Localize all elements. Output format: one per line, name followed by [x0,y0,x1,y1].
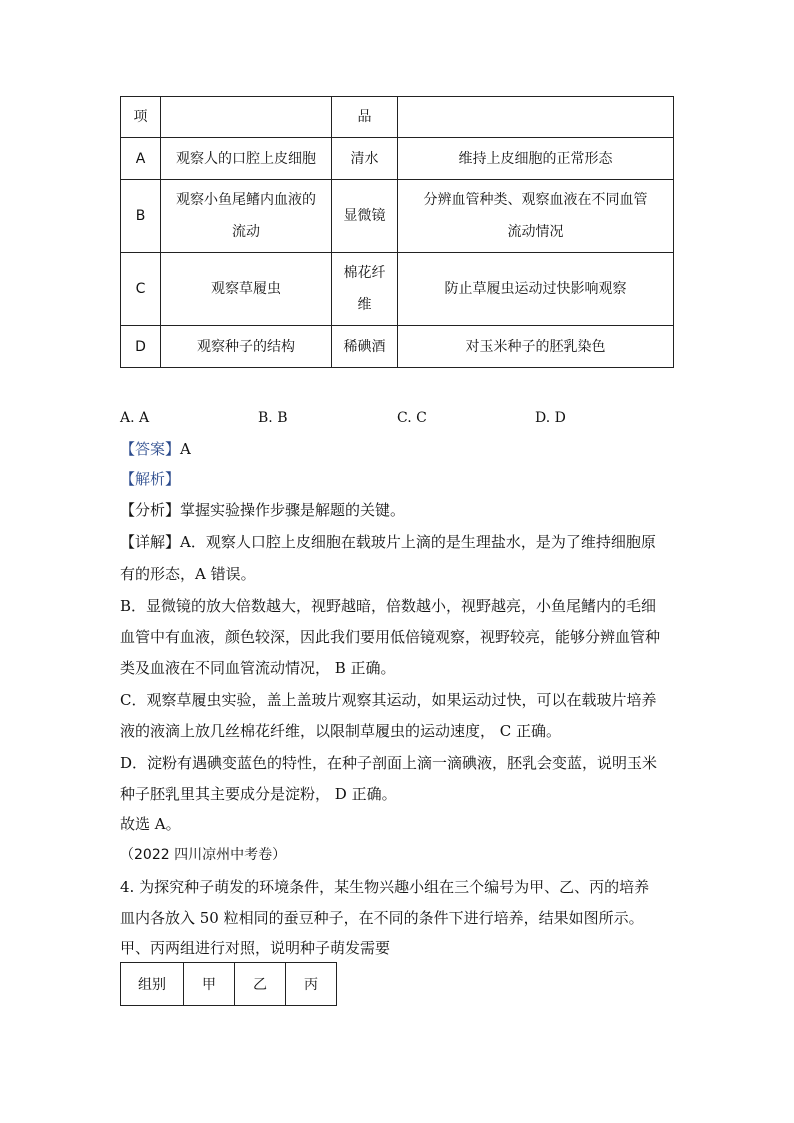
xiangjie-label: 【详解】 [120,533,181,551]
xiangjie-text: A．观察人口腔上皮细胞在载玻片上滴的是生理盐水，是为了维持细胞原 [180,533,656,551]
item-cell [332,180,398,253]
item-cell [332,138,398,180]
option-a: A. A [120,410,150,426]
cell-text: 流动情况 [507,224,564,240]
experiment-cell [161,138,332,180]
item-cell [332,326,398,368]
header-cell: 品 [332,97,398,138]
cell-text: 流动 [232,224,260,240]
table-row [121,963,337,1006]
analysis-heading [120,468,180,490]
cell-text: 观察小鱼尾鳍内血液的 [176,192,316,208]
row-id: C [121,253,161,326]
table-row [121,253,674,326]
explanation-line: 血管中有血液，颜色较深，因此我们要用低倍镜观察，视野较亮，能够分辨血管种 [120,628,661,646]
group-label-cell: 组别 [121,963,184,1006]
row-id: D [121,326,161,368]
explanation-line: 有的形态，A 错误。 [120,565,256,583]
cell-text: 维持上皮细胞的正常形态 [458,150,613,167]
fenxi-line [120,499,405,521]
explanation-line: 类及血液在不同血管流动情况， B 正确。 [120,659,396,677]
group-cell: 甲 [184,963,235,1006]
row-id: B [121,180,161,253]
source-note: （2022 四川凉州中考卷） [120,847,287,863]
cell-text: 观察人的口腔上皮细胞 [176,150,316,167]
table-row [121,138,674,180]
question-line: 甲、丙两组进行对照，说明种子萌发需要 [120,939,391,957]
cell-text: 观察草履虫 [211,281,281,297]
explanation-line: D．淀粉有遇碘变蓝色的特性，在种子剖面上滴一滴碘液，胚乳会变蓝，说明玉米 [120,754,658,772]
xiangjie-line [120,531,656,553]
cell-text: 棉花纤 [343,265,386,281]
question-line: 皿内各放入 50 粒相同的蚕豆种子，在不同的条件下进行培养，结果如图所示。 [120,909,644,927]
experiment-table [120,96,674,368]
option-b: B. B [258,410,288,426]
header-cell [161,97,332,138]
header-cell: 项 [121,97,161,138]
explanation-line: C．观察草履虫实验，盖上盖玻片观察其运动，如果运动过快，可以在载玻片培养 [120,691,657,709]
row-id: A [121,138,161,180]
cell-text: 维 [357,297,372,313]
experiment-cell [161,326,332,368]
experiment-cell [161,253,332,326]
purpose-cell [398,253,674,326]
cell-text: 观察种子的结构 [197,338,295,355]
analysis-label: 【解析】 [120,470,181,488]
experiment-cell [161,180,332,253]
group-cell: 乙 [235,963,286,1006]
cell-text: 稀碘酒 [343,338,386,355]
cell-text: 分辨血管种类、观察血液在不同血管 [423,192,648,208]
explanation-line: 液的液滴上放几丝棉花纤维，以限制草履虫的运动速度， C 正确。 [120,722,562,740]
table-row [121,326,674,368]
cell-text: 清水 [350,150,379,167]
purpose-cell [398,326,674,368]
item-cell [332,253,398,326]
header-cell [398,97,674,138]
question-line: 4. 为探究种子萌发的环境条件，某生物兴趣小组在三个编号为甲、乙、丙的培养 [120,878,650,896]
purpose-cell [398,180,674,253]
conclusion-line: 故选 A。 [120,815,181,833]
option-c: C. C [397,410,427,426]
cell-text: 防止草履虫运动过快影响观察 [444,281,627,297]
explanation-line: B．显微镜的放大倍数越大，视野越暗，倍数越小，视野越亮，小鱼尾鳍内的毛细 [120,597,657,615]
cell-text: 显微镜 [343,208,386,224]
option-d: D. D [535,410,566,426]
answer-label: 【答案】 [120,440,181,458]
table-header-row [121,97,674,138]
group-table [120,962,337,1006]
group-cell: 丙 [286,963,337,1006]
explanation-line: 种子胚乳里其主要成分是淀粉， D 正确。 [120,785,397,803]
table-row [121,180,674,253]
answer-value: A [180,440,191,458]
fenxi-text: 掌握实验操作步骤是解题的关键。 [180,501,406,519]
purpose-cell [398,138,674,180]
fenxi-label: 【分析】 [120,501,181,519]
answer-line [120,438,191,460]
cell-text: 对玉米种子的胚乳染色 [465,338,606,355]
